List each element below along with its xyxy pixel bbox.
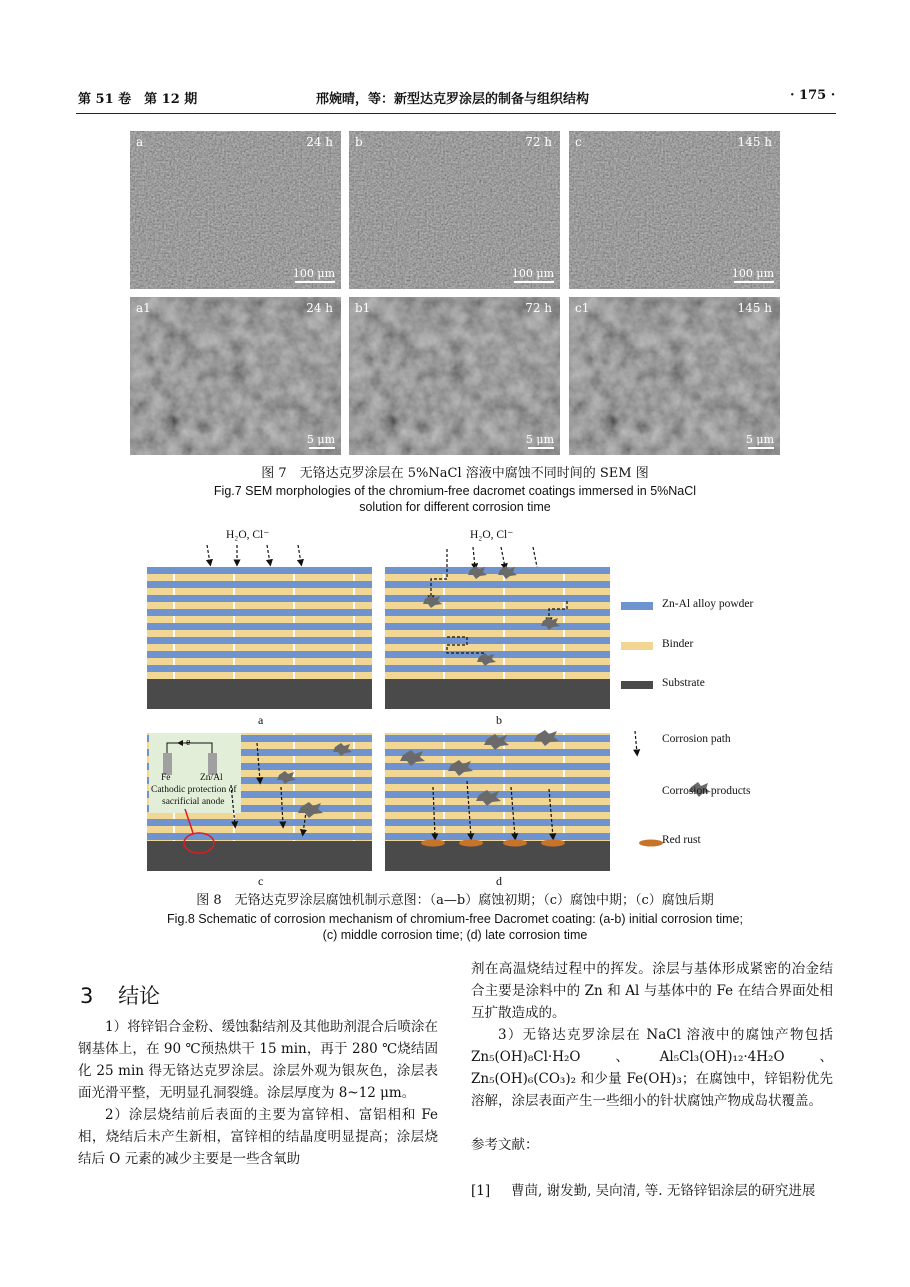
scale-bar <box>526 433 554 449</box>
sem-micrograph <box>349 297 560 455</box>
sem-panel-a1 <box>130 297 341 455</box>
page-number: · 175 · <box>790 88 836 103</box>
conclusion-1: 1）将锌铝合金粉、缓蚀黏结剂及其他助剂混合后喷涂在钢基体上，在 90 ℃预热烘干 15 min，再于 280 ℃烧结固化 25 min 得无铬达克罗涂层。涂层外观为银灰色，涂层表面光滑平整，无明显孔洞裂缝。涂层厚度为 8~12 μm。 <box>78 1019 438 1101</box>
section-number: 3 <box>80 984 94 1008</box>
scale-bar <box>293 267 335 283</box>
inset-note-line1: Cathodic protection of <box>151 785 237 795</box>
scale-bar <box>512 267 554 283</box>
sem-panel-label: a1 <box>136 301 151 315</box>
header-rule <box>76 113 836 114</box>
section-title: 结论 <box>118 984 161 1008</box>
scale-bar-label: 5 μm <box>306 433 335 446</box>
fig7-caption-en-line2: solution for different corrosion time <box>359 500 551 514</box>
reactant-label-right: H₂O, Cl⁻ <box>470 529 514 541</box>
inset-fe-label: Fe <box>161 773 171 783</box>
running-title: 邢婉晴，等：新型达克罗涂层的制备与组织结构 <box>316 92 590 107</box>
sem-panel-label: c1 <box>575 301 590 315</box>
reactant-label-left: H₂O, Cl⁻ <box>226 529 270 541</box>
sem-time-label: 72 h <box>525 135 552 149</box>
sem-time-label: 24 h <box>306 135 333 149</box>
legend-red-rust: Red rust <box>662 834 701 846</box>
sem-micrograph <box>569 131 780 289</box>
legend-binder: Binder <box>662 638 694 650</box>
sem-micrograph <box>130 131 341 289</box>
sem-panel-label: b <box>355 135 363 149</box>
sem-panel-label: b1 <box>355 301 371 315</box>
sublabel-c: c <box>258 874 264 888</box>
scale-bar <box>746 433 774 449</box>
inset-current-label: e <box>186 737 191 748</box>
fig8-caption-en-line1: Fig.8 Schematic of corrosion mechanism of chromium-free Dacromet coating: (a-b) initial corrosion time; <box>167 912 743 926</box>
sem-panel-c <box>569 131 780 289</box>
fig7-caption-cn: 图 7 无铬达克罗涂层在 5%NaCl 溶液中腐蚀不同时间的 SEM 图 <box>261 466 649 481</box>
schematic-panel-a <box>147 567 372 709</box>
right-column <box>471 958 833 1112</box>
scale-bar <box>732 267 774 283</box>
fig8-caption-cn: 图 8 无铬达克罗涂层腐蚀机制示意图：（a—b）腐蚀初期；（c）腐蚀中期；（c）腐蚀后期 <box>196 893 714 908</box>
sem-panel-a <box>130 131 341 289</box>
scale-bar-label: 100 μm <box>731 267 774 280</box>
sublabel-a: a <box>258 713 264 727</box>
sem-time-label: 145 h <box>737 135 772 149</box>
section-heading <box>80 980 160 1010</box>
journal-volume: 第 51 卷 第 12 期 <box>78 92 198 107</box>
sem-panel-b1 <box>349 297 560 455</box>
fig8-caption-en-line2: (c) middle corrosion time; (d) late corrosion time <box>322 928 588 942</box>
legend-substrate: Substrate <box>662 677 705 689</box>
left-column <box>78 1016 438 1170</box>
sem-panel-label: c <box>575 135 582 149</box>
legend-corrosion-products: Corrosion products <box>662 785 751 797</box>
sem-micrograph <box>130 297 341 455</box>
references-heading: 参考文献： <box>471 1137 539 1153</box>
sublabel-b: b <box>496 713 502 727</box>
conclusion-2-start: 2）涂层烧结前后表面的主要为富锌相、富铝相和 Fe 相，烧结后未产生新相，富锌相的结晶度明显提高；涂层烧结后 O 元素的减少主要是一些含氧助 <box>78 1107 438 1167</box>
inset-znal-label: Zn/Al <box>200 773 223 783</box>
legend-zn-al: Zn-Al alloy powder <box>662 598 754 610</box>
scale-bar-label: 5 μm <box>745 433 774 446</box>
sem-time-label: 72 h <box>525 301 552 315</box>
sem-panel-b <box>349 131 560 289</box>
reference-1-text: 曹茴, 谢发勤, 吴向清, 等. 无铬锌铝涂层的研究进展 <box>511 1183 816 1199</box>
inset-note-line2: sacrificial anode <box>162 797 225 807</box>
sem-time-label: 24 h <box>306 301 333 315</box>
sem-micrograph <box>349 131 560 289</box>
scale-bar <box>307 433 335 449</box>
reference-1-number: [1] <box>471 1183 491 1199</box>
sem-time-label: 145 h <box>737 301 772 315</box>
scale-bar-label: 100 μm <box>511 267 554 280</box>
scale-bar-label: 5 μm <box>525 433 554 446</box>
scale-bar-label: 100 μm <box>292 267 335 280</box>
legend-swatches <box>621 602 663 847</box>
fig7-caption-en-line1: Fig.7 SEM morphologies of the chromium-free dacromet coatings immersed in 5%NaCl <box>213 484 697 498</box>
sem-panel-label: a <box>136 135 144 149</box>
sem-panel-c1 <box>569 297 780 455</box>
schematic-panel-b <box>385 567 610 709</box>
conclusion-2-end: 剂在高温烧结过程中的挥发。涂层与基体形成紧密的冶金结合主要是涂料中的 Zn 和 Al 与基体中的 Fe 在结合界面处相互扩散造成的。 <box>471 961 833 1021</box>
legend-corrosion-path: Corrosion path <box>662 733 731 745</box>
conclusion-3: 3）无铬达克罗涂层在 NaCl 溶液中的腐蚀产物包括 Zn₅(OH)₈Cl·H₂O 、Al₅Cl₃(OH)₁₂·4H₂O 、Zn₅(OH)₆(CO₃)₂ 和少量 Fe(OH)₃；在腐蚀中，锌铝粉优先溶解，涂层表面产生一些细小的针状腐蚀产物成岛状覆盖。 <box>471 1027 833 1109</box>
sem-micrograph <box>569 297 780 455</box>
sublabel-d: d <box>496 874 502 888</box>
